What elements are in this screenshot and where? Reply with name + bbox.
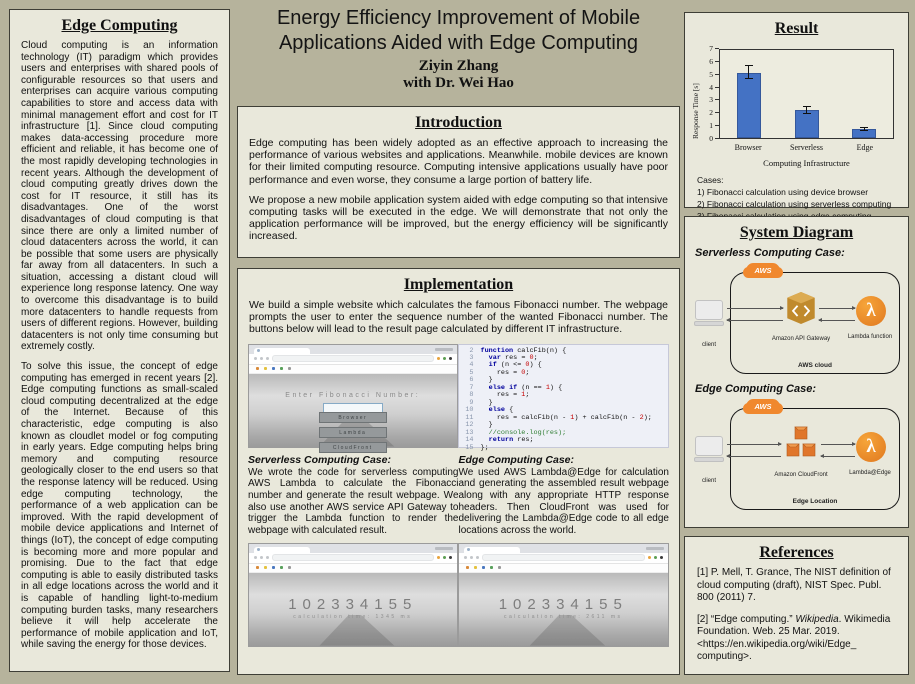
- edge-computing-para2: To solve this issue, the concept of edge computing has emerged in recent years [2]. Edge computing functions as small-scaled cloud computing decentralized at the edge of the Internet. Because of this characteristic, edge computing is also known as cloudlet model or fog computing in early years. Edge computing helps bring memory and computing resource geologically closer to the end users so that the response latency will be reduced. Using edge computing technology, the performance of a web application can be improved. With the rapid development of mobile device applications and Internet of things (IoT), the concept of edge computing is becoming more and more popular and promising. Due to the fact that edge computing is able to easily distributed tasks in all edge locations across the world and it is capable of handling light-to-medium computing burden tasks, many researchers believe it will help accelerate the performance of mobile application and IoT, while saving the energy for those devices.: [21, 361, 218, 651]
- response-time-chart: [691, 43, 902, 171]
- back-icon: [254, 357, 257, 360]
- author-name: Ziyin Zhang: [418, 58, 499, 74]
- introduction-para2: We propose a new mobile application system aided with edge computing so that intensive computing tasks will be executed in the edge. We will demonstrate that not only the application performance will be improved, but the energy efficiency will be significantly increased.: [249, 193, 668, 243]
- bookmark-favicon: [498, 566, 501, 569]
- extension-icon: [437, 357, 440, 360]
- window-controls: [646, 547, 664, 550]
- profile-icon: [660, 556, 663, 559]
- bookmark-favicon: [272, 566, 275, 569]
- road-image: [459, 615, 669, 646]
- reference-1: [1] P. Mell, T. Grance, The NIST definition of cloud computing (draft), NIST Spec. Publ. 800 (2011) 7.: [697, 567, 891, 603]
- bookmark-favicon: [288, 566, 291, 569]
- serverless-diagram-label: Serverless Computing Case:: [695, 247, 845, 259]
- arrow-right-icon: [819, 308, 855, 309]
- fibonacci-webpage-screenshot: [248, 344, 458, 451]
- edge-location-label: Edge Location: [792, 498, 838, 505]
- profile-icon: [449, 556, 452, 559]
- client-label: client: [701, 478, 716, 484]
- client-label: client: [701, 342, 716, 348]
- browser-tab: [464, 547, 520, 553]
- implementation-para: We build a simple website which calculates the famous Fibonacci number. The webpage prompts the user to enter the sequence number of the wanted Fibonacci number. The buttons below will lead to the result page calculated by different IT infrastructure.: [249, 299, 668, 336]
- calculation-time: calculation time: 2611 ms: [503, 613, 623, 620]
- system-diagram-heading: System Diagram: [739, 224, 854, 241]
- cloudfront-icon: [785, 426, 817, 465]
- tab-favicon: [467, 548, 470, 551]
- road-image: [249, 615, 457, 646]
- back-icon: [464, 556, 467, 559]
- result-heading: Result: [774, 20, 819, 37]
- introduction-panel: [237, 106, 680, 258]
- arrow-left-icon: [821, 456, 855, 457]
- aws-logo-badge: AWS: [746, 263, 780, 278]
- edge-case-text: We used AWS Lambda@Edge for calculation and generating the assembled result webpage along with any appropriate HTTP response headers. Then CloudFront was used for delivering the Lambda@Edge code to all edge locations across the world.: [458, 466, 669, 536]
- arrow-left-icon: [727, 320, 783, 321]
- title-block: [237, 6, 680, 92]
- reload-icon: [266, 357, 269, 360]
- forward-icon: [470, 556, 473, 559]
- fibonacci-number-input: [323, 403, 383, 413]
- poster-title: [237, 6, 680, 56]
- api-gateway-label: Amazon API Gateway: [771, 336, 831, 342]
- chart-y-axis-label: Response Time [s]: [691, 83, 700, 139]
- extension-icon: [648, 556, 651, 559]
- introduction-heading: Introduction: [415, 114, 502, 131]
- browser-toolbar: [459, 553, 669, 564]
- address-bar: [482, 554, 646, 561]
- webpage-button-lambda: Lambda: [319, 427, 387, 438]
- window-controls: [435, 348, 453, 351]
- edge-result-screenshot: [458, 543, 670, 647]
- edge-architecture-diagram: [690, 396, 903, 514]
- chart-x-axis: Browser Serverless Edge: [734, 143, 874, 152]
- aws-cloud-label: AWS cloud: [798, 362, 832, 369]
- bookmark-favicon: [482, 566, 485, 569]
- api-gateway-icon: [787, 292, 815, 329]
- fibonacci-prompt: Enter Fibonacci Number:: [285, 392, 421, 400]
- bookmark-favicon: [280, 566, 283, 569]
- serverless-case-text: We wrote the code for serverless computing AWS Lambda to calculate the Fibonacci number and generate the result webpage. We also use another AWS service API Gateway to trigger the Lambda function to render the webpage with calculated result.: [248, 466, 459, 536]
- edge-computing-panel: [9, 9, 230, 672]
- aws-logo-badge: AWS: [746, 399, 780, 414]
- case-line: 1) Fibonacci calculation using device browser: [697, 186, 869, 197]
- extension-icon: [443, 556, 446, 559]
- arrow-right-icon: [821, 444, 855, 445]
- bookmark-favicon: [272, 367, 275, 370]
- serverless-case-heading: Serverless Computing Case:: [248, 453, 391, 466]
- tab-favicon: [257, 349, 260, 352]
- client-computer-icon: [694, 436, 724, 462]
- browser-tab-bar: [249, 345, 457, 354]
- code-screenshot: 2 function calcFib(n) { 3 var res = 0; 4 if (n <= 0) { 5 res = 0; 6 } 7 else if (n == 1) { 8 res = 1; 9 } 10 else { 11 res = calcFib(n - 1) + calcFib(n - 2); 12 } 13 //console.log(res); 14 return res; 15 };: [458, 344, 670, 448]
- edge-case-heading: Edge Computing Case:: [458, 453, 575, 466]
- references-heading: References: [759, 544, 834, 561]
- foggy-road-image: [249, 374, 457, 451]
- result-panel: [684, 12, 909, 208]
- client-computer-icon: [694, 300, 724, 326]
- foggy-road-image: [249, 573, 457, 646]
- reload-icon: [476, 556, 479, 559]
- cases-label: Cases:: [697, 175, 724, 185]
- bookmark-favicon: [490, 566, 493, 569]
- bar-browser: [737, 73, 761, 138]
- fibonacci-result-number: 102334155: [288, 596, 418, 613]
- profile-icon: [449, 357, 452, 360]
- arrow-left-icon: [819, 320, 855, 321]
- fibonacci-result-number: 102334155: [498, 596, 628, 613]
- introduction-para1: Edge computing has been widely adopted as an effective approach to increasing the performance of various websites and applications. Meanwhile. mobile devices are known for their limited computing resource. Computing intensive applications usually have poor performance and even worse, they consume a large portion of battery life.: [249, 137, 668, 186]
- back-icon: [254, 556, 257, 559]
- chart-x-axis-label: Computing Infrastructure: [763, 158, 850, 168]
- address-bar: [272, 355, 434, 362]
- arrow-left-icon: [727, 456, 781, 457]
- lambda-icon: λ: [856, 296, 886, 326]
- bookmark-favicon: [256, 367, 259, 370]
- serverless-result-screenshot: [248, 543, 458, 647]
- browser-toolbar: [249, 354, 457, 365]
- reload-icon: [266, 556, 269, 559]
- implementation-panel: [237, 268, 680, 675]
- webpage-buttons: [319, 412, 387, 453]
- calculation-time: calculation time: 1345 ms: [293, 613, 413, 620]
- browser-tab: [254, 547, 310, 553]
- bookmarks-bar: [249, 564, 457, 573]
- forward-icon: [260, 357, 263, 360]
- webpage-button-cloudfront: CloudFront: [319, 442, 387, 453]
- lambda-edge-icon: λ: [856, 432, 886, 462]
- bookmark-favicon: [264, 566, 267, 569]
- system-diagram-panel: [684, 216, 909, 528]
- arrow-right-icon: [727, 444, 781, 445]
- bookmark-favicon: [466, 566, 469, 569]
- poster-title-line1: Energy Efficiency Improvement of Mobile: [276, 7, 641, 29]
- bookmarks-bar: [459, 564, 669, 573]
- bookmark-favicon: [264, 367, 267, 370]
- forward-icon: [260, 556, 263, 559]
- bookmark-favicon: [280, 367, 283, 370]
- browser-tab-bar: [249, 544, 457, 553]
- cloudfront-label: Amazon CloudFront: [774, 472, 828, 478]
- lambda-function-label: Lambda function: [847, 334, 893, 340]
- advisor-name: with Dr. Wei Hao: [403, 75, 514, 91]
- poster-title-line2: Applications Aided with Edge Computing: [278, 32, 639, 54]
- extension-icon: [443, 357, 446, 360]
- foggy-road-image: [459, 573, 669, 646]
- bookmarks-bar: [249, 365, 457, 374]
- browser-tab: [254, 348, 310, 354]
- case-line: 2) Fibonacci calculation using serverless computing: [697, 198, 892, 209]
- window-controls: [435, 547, 453, 550]
- edge-computing-heading: Edge Computing: [61, 17, 178, 34]
- browser-toolbar: [249, 553, 457, 564]
- serverless-architecture-diagram: [690, 260, 903, 378]
- lambda-edge-label: Lambda@Edge: [849, 470, 891, 476]
- extension-icon: [654, 556, 657, 559]
- bookmark-favicon: [256, 566, 259, 569]
- references-panel: [684, 536, 909, 675]
- chart-y-axis: 0 1 2 3 4 5 6 7: [704, 49, 719, 139]
- arrow-right-icon: [727, 308, 783, 309]
- browser-tab-bar: [459, 544, 669, 553]
- bookmark-favicon: [288, 367, 291, 370]
- implementation-heading: Implementation: [403, 276, 514, 293]
- chart-plot-area: [719, 49, 894, 139]
- extension-icon: [437, 556, 440, 559]
- address-bar: [272, 554, 434, 561]
- webpage-button-browser: Browser: [319, 412, 387, 423]
- edge-computing-para1: Cloud computing is an information technology (IT) paradigm which provides users and enterprises with shared pools of configurable resources so that users and enterprises can acquire various computing capabilities to store and access data with minimal management effort and cost for IT infrastructure [1]. Since cloud computing makes data-accessing procedure more efficient and reliable, it has become one of the most rapidly developing technologies in recent years. Although the development of cloud computing greatly drives down the cost for IT resource, it still has its disadvantages. One of the worst disadvantages of cloud computing is that since there are only a limited number of cloud datacenters across the world, it can be possible that some users are physically far away from all datacenters. In such a situation, accessing a distant cloud will experience long response latency. One way to overcome this disadvantage is to build more datacenters to handle requests from users of different regions. However, building datacenters is not only time consuming but extremely costly.: [21, 40, 218, 353]
- edge-diagram-label: Edge Computing Case:: [695, 383, 817, 395]
- reference-2: [2] “Edge computing.” Wikipedia. Wikimedia Foundation. Web. 25 Mar. 2019. <https://en.wikipedia.org/wiki/Edge_ computing>.: [697, 613, 891, 662]
- bar-serverless: [795, 110, 819, 138]
- bookmark-favicon: [474, 566, 477, 569]
